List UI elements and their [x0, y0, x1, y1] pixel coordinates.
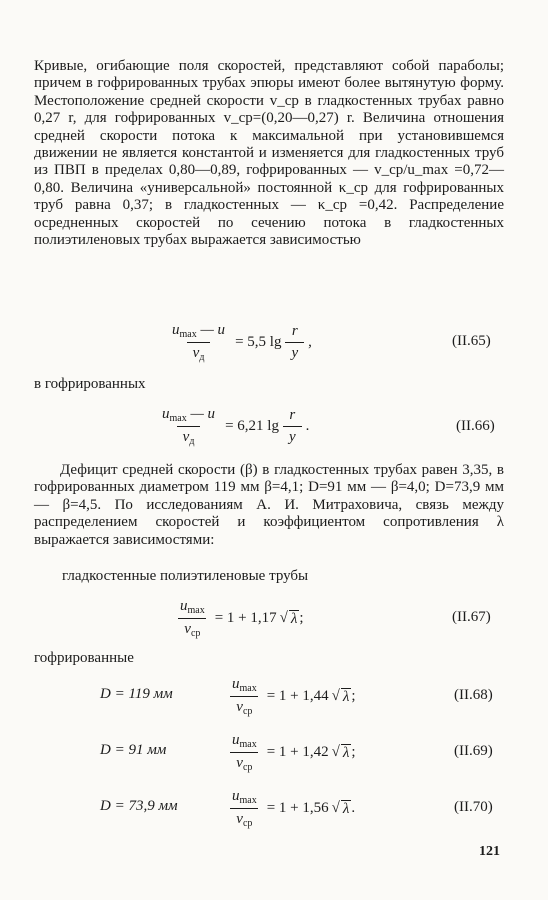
equation-rhs: = 5,5 lg: [235, 334, 282, 350]
sqrt-icon: √: [331, 688, 340, 704]
label-corrugated-2: гофрированные: [34, 650, 134, 666]
equation-ii67: $\frac{u_{max}}{v_{ср}}$ = 1 + 1,17 √ λ ;: [170, 598, 304, 639]
equation-rhs: = 1 + 1,44: [266, 688, 329, 704]
paragraph-text: Кривые, огибающие поля скоростей, представляют собой параболы; причем в гофрированных трубах эпюры имеют более вытянутую форму. Местоположение средней скорости v_ср в гладкостенных трубах равно 0,27 r, для гофрированных v_ср=(0,20—0,27) r. Величина отношения средней скорости потока к максимальной при установившемся движении не является константой и изменяется для гладкостенных труб из ПВП в пределах 0,80—0,89, гофрированных — v_ср/u_max =0,72—0,80. Величина «универсальной» постоянной κ_ср для гофрированных труб равна 0,37; в гладкостенных — κ_ср =0,42. Распределение осредненных скоростей по сечению потока в гладкостенных полиэтиленовых трубах выражается зависимостью: [34, 58, 504, 249]
paragraph-velocity-deficit: [34, 462, 504, 549]
equation-ii69: $\frac{u_{max}}{v_{ср}}$ = 1 + 1,42 √ λ ;: [222, 732, 356, 773]
equation-number: (II.65): [452, 333, 491, 349]
equation-rhs: = 6,21 lg: [225, 418, 279, 434]
page-number: 121: [479, 844, 500, 859]
diameter-condition: D = 91 мм: [100, 742, 167, 758]
label-smooth-pipes: гладкостенные полиэтиленовые трубы: [62, 568, 309, 584]
equation-ii70: $\frac{u_{max}}{v_{ср}}$ = 1 + 1,56 √ λ .: [222, 788, 355, 829]
sqrt-icon: √: [331, 800, 340, 816]
fraction-lhs: $\frac{u_{max} — u}{v_д}$: [162, 406, 216, 447]
fraction-umax-vcp: $\frac{u_{max}}{v_{ср}}$: [180, 598, 205, 639]
sqrt-icon: √: [279, 610, 288, 626]
fraction-umax-vcp: $\frac{u_{max}}{v_{ср}}$: [232, 676, 257, 717]
paragraph-text: Дефицит средней скорости (β) в гладкостенных трубах равен 3,35, в гофрированных диаметром 119 мм β=4,1; D=91 мм — β=4,0; D=73,9 мм — β=4,5. По исследованиям А. И. Митраховича, связь между распределением скоростей и коэффициентом сопротивления λ выражается зависимостями:: [34, 462, 504, 548]
paragraph-velocity-profiles: [34, 58, 504, 249]
equation-rhs: = 1 + 1,42: [266, 744, 329, 760]
fraction-umax-vcp: $\frac{u_{max}}{v_{ср}}$: [232, 788, 257, 829]
fraction-umax-vcp: $\frac{u_{max}}{v_{ср}}$: [232, 732, 257, 773]
equation-number: (II.66): [456, 418, 495, 434]
equation-number: (II.70): [454, 799, 493, 815]
equation-ii65: $\frac{u_{max} — u}{v_д}$ = 5,5 lg $\frac{r}{y}$ ,: [162, 322, 312, 363]
equation-number: (II.68): [454, 687, 493, 703]
equation-rhs: = 1 + 1,17: [214, 610, 277, 626]
equation-number: (II.69): [454, 743, 493, 759]
label-corrugated-1: в гофрированных: [34, 376, 146, 392]
fraction-lhs: $\frac{u_{max} — u}{v_д}$: [172, 322, 226, 363]
sqrt-icon: √: [331, 744, 340, 760]
diameter-condition: D = 73,9 мм: [100, 798, 178, 814]
fraction-r-y: $\frac{r}{y}$: [283, 407, 302, 446]
equation-number: (II.67): [452, 609, 491, 625]
equation-ii68: $\frac{u_{max}}{v_{ср}}$ = 1 + 1,44 √ λ ;: [222, 676, 356, 717]
equation-ii66: $\frac{u_{max} — u}{v_д}$ = 6,21 lg $\frac{r}{y}$ .: [152, 406, 309, 447]
equation-rhs: = 1 + 1,56: [266, 800, 329, 816]
diameter-condition: D = 119 мм: [100, 686, 173, 702]
fraction-r-y: $\frac{r}{y}$: [285, 323, 304, 362]
